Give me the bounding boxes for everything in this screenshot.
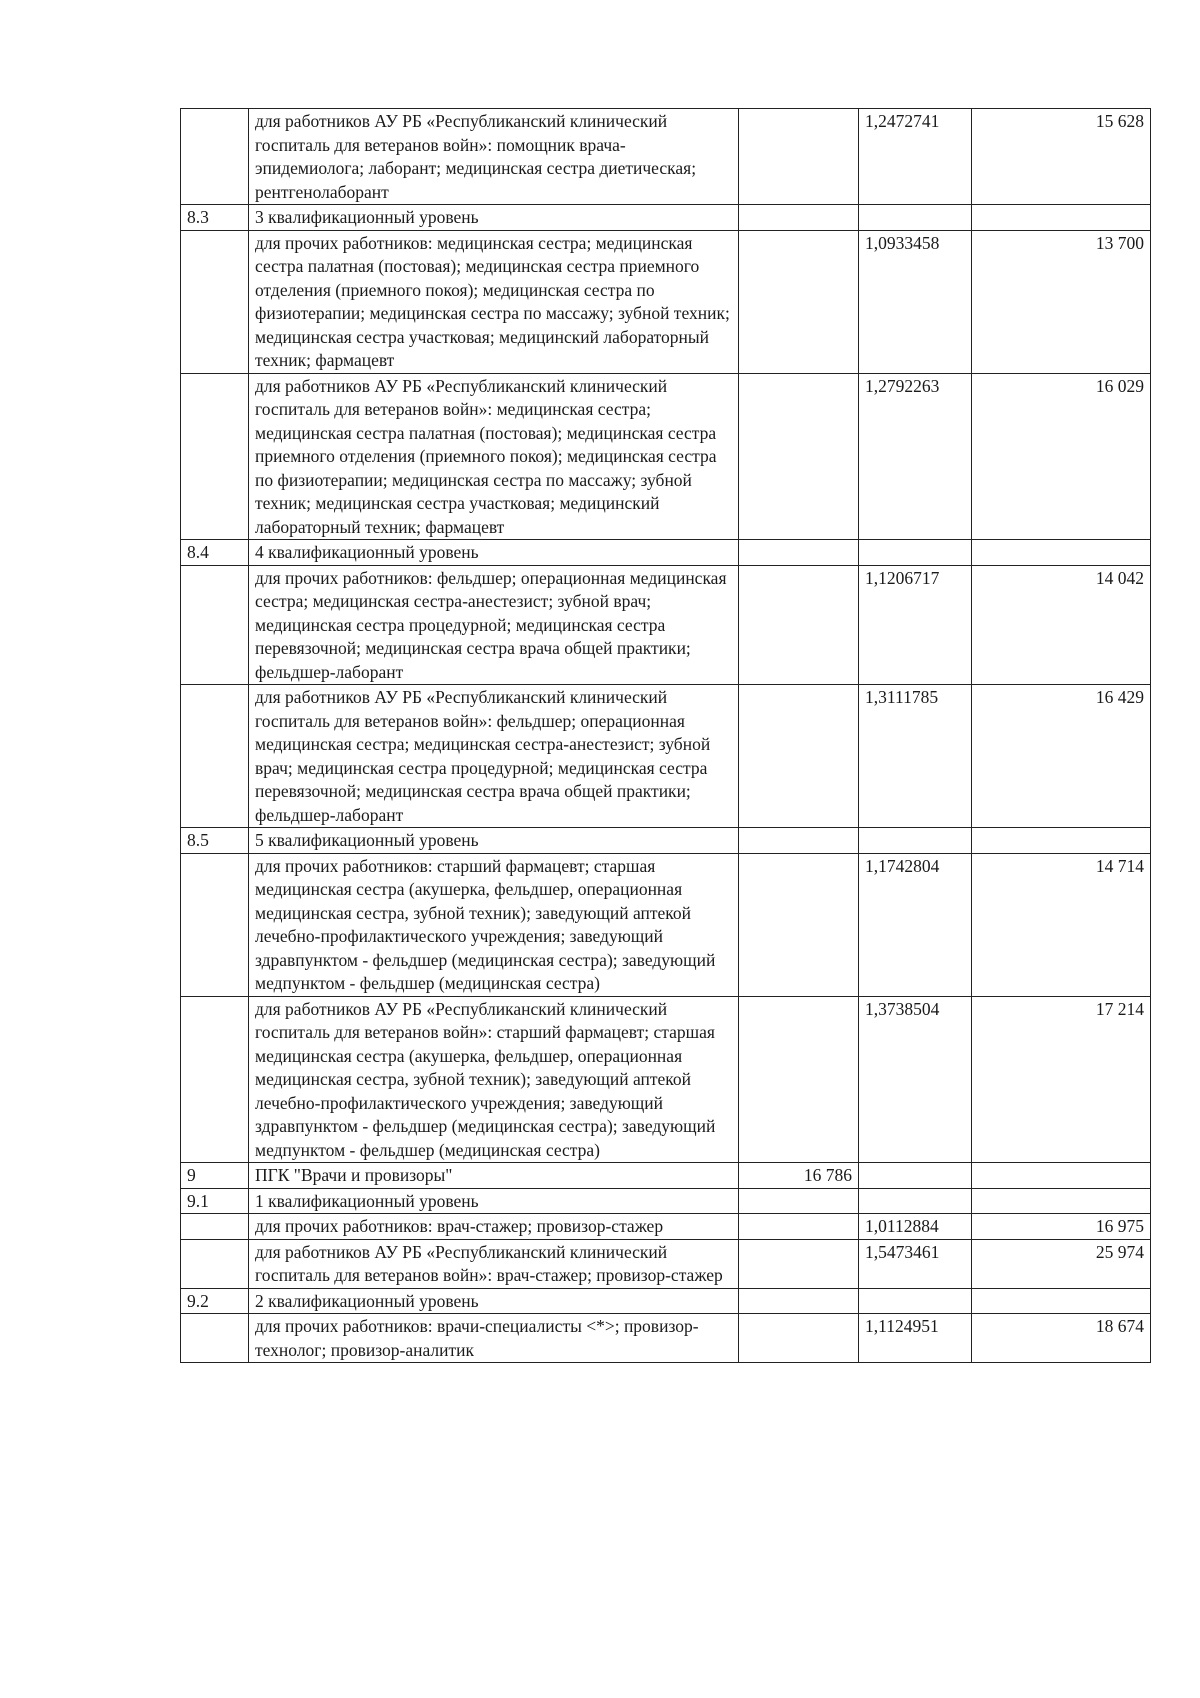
row-base-salary [739, 1239, 859, 1288]
row-salary [972, 1163, 1151, 1189]
row-number [181, 109, 249, 205]
row-base-salary [739, 540, 859, 566]
table-row [181, 996, 1151, 1163]
row-description: для работников АУ РБ «Республиканский клинический госпиталь для ветеранов войн»: врач-стажер; провизор-стажер [249, 1239, 739, 1288]
row-salary: 15 628 [972, 109, 1151, 205]
row-base-salary [739, 1188, 859, 1214]
table-row [181, 1314, 1151, 1363]
row-coefficient [859, 1163, 972, 1189]
row-number [181, 1214, 249, 1240]
row-coefficient: 1,2792263 [859, 373, 972, 540]
row-number: 8.4 [181, 540, 249, 566]
row-salary: 16 975 [972, 1214, 1151, 1240]
row-description: для прочих работников: врачи-специалисты <*>; провизор-технолог; провизор-аналитик [249, 1314, 739, 1363]
row-coefficient [859, 205, 972, 231]
table-row [181, 540, 1151, 566]
row-coefficient [859, 1188, 972, 1214]
row-salary [972, 1188, 1151, 1214]
table-row [181, 373, 1151, 540]
row-description: для работников АУ РБ «Республиканский клинический госпиталь для ветеранов войн»: медицинская сестра; медицинская сестра палатная (постовая); медицинская сестра приемного отделения (приемного покоя); медицинская сестра по физиотерапии; медицинская сестра по массажу; зубной техник; медицинская сестра участковая; медицинский лабораторный техник; фармацевт [249, 373, 739, 540]
row-description: 3 квалификационный уровень [249, 205, 739, 231]
row-coefficient: 1,1206717 [859, 565, 972, 685]
row-coefficient: 1,1124951 [859, 1314, 972, 1363]
row-number: 8.3 [181, 205, 249, 231]
row-base-salary [739, 109, 859, 205]
row-salary: 14 042 [972, 565, 1151, 685]
row-description: ПГК "Врачи и провизоры" [249, 1163, 739, 1189]
table-row [181, 230, 1151, 373]
row-description: для работников АУ РБ «Республиканский клинический госпиталь для ветеранов войн»: старший фармацевт; старшая медицинская сестра (акушерка, фельдшер, операционная медицинская сестра, зубной техник); заведующий аптекой лечебно-профилактического учреждения; заведующий здравпунктом - фельдшер (медицинская сестра); заведующий медпунктом - фельдшер (медицинская сестра) [249, 996, 739, 1163]
row-base-salary [739, 230, 859, 373]
table-row [181, 1239, 1151, 1288]
row-number: 8.5 [181, 828, 249, 854]
table-row [181, 685, 1151, 828]
row-salary: 17 214 [972, 996, 1151, 1163]
row-base-salary [739, 1314, 859, 1363]
row-number [181, 1314, 249, 1363]
row-base-salary [739, 996, 859, 1163]
row-coefficient: 1,0112884 [859, 1214, 972, 1240]
row-description: для прочих работников: фельдшер; операционная медицинская сестра; медицинская сестра-анестезист; зубной врач; медицинская сестра процедурной; медицинская сестра перевязочной; медицинская сестра врача общей практики; фельдшер-лаборант [249, 565, 739, 685]
row-salary: 18 674 [972, 1314, 1151, 1363]
row-coefficient [859, 1288, 972, 1314]
row-description: для работников АУ РБ «Республиканский клинический госпиталь для ветеранов войн»: фельдшер; операционная медицинская сестра; медицинская сестра-анестезист; зубной врач; медицинская сестра процедурной; медицинская сестра перевязочной; медицинская сестра врача общей практики; фельдшер-лаборант [249, 685, 739, 828]
row-base-salary: 16 786 [739, 1163, 859, 1189]
row-number: 9 [181, 1163, 249, 1189]
row-number [181, 853, 249, 996]
row-base-salary [739, 205, 859, 231]
row-number: 9.2 [181, 1288, 249, 1314]
row-description: 1 квалификационный уровень [249, 1188, 739, 1214]
row-salary [972, 540, 1151, 566]
row-number [181, 685, 249, 828]
row-description: для работников АУ РБ «Республиканский клинический госпиталь для ветеранов войн»: помощник врача-эпидемиолога; лаборант; медицинская сестра диетическая; рентгенолаборант [249, 109, 739, 205]
row-salary [972, 1288, 1151, 1314]
row-base-salary [739, 565, 859, 685]
table-row [181, 853, 1151, 996]
row-base-salary [739, 685, 859, 828]
row-base-salary [739, 1288, 859, 1314]
row-coefficient [859, 828, 972, 854]
row-base-salary [739, 373, 859, 540]
row-coefficient: 1,5473461 [859, 1239, 972, 1288]
row-number [181, 996, 249, 1163]
table-row [181, 1163, 1151, 1189]
row-number [181, 1239, 249, 1288]
row-base-salary [739, 828, 859, 854]
table-row [181, 565, 1151, 685]
row-base-salary [739, 853, 859, 996]
row-description: 2 квалификационный уровень [249, 1288, 739, 1314]
row-description: для прочих работников: врач-стажер; провизор-стажер [249, 1214, 739, 1240]
table-row [181, 109, 1151, 205]
row-salary [972, 828, 1151, 854]
row-coefficient: 1,3111785 [859, 685, 972, 828]
row-description: для прочих работников: медицинская сестра; медицинская сестра палатная (постовая); медицинская сестра приемного отделения (приемного покоя); медицинская сестра по физиотерапии; медицинская сестра по массажу; зубной техник; медицинская сестра участковая; медицинский лабораторный техник; фармацевт [249, 230, 739, 373]
row-coefficient: 1,0933458 [859, 230, 972, 373]
salary-table [180, 108, 1151, 1363]
row-coefficient: 1,3738504 [859, 996, 972, 1163]
row-description: для прочих работников: старший фармацевт; старшая медицинская сестра (акушерка, фельдшер, операционная медицинская сестра, зубной техник); заведующий аптекой лечебно-профилактического учреждения; заведующий здравпунктом - фельдшер (медицинская сестра); заведующий медпунктом - фельдшер (медицинская сестра) [249, 853, 739, 996]
row-description: 4 квалификационный уровень [249, 540, 739, 566]
table-row [181, 1288, 1151, 1314]
row-base-salary [739, 1214, 859, 1240]
row-salary: 16 429 [972, 685, 1151, 828]
table-row [181, 1214, 1151, 1240]
row-number [181, 565, 249, 685]
table-row [181, 205, 1151, 231]
table-row [181, 828, 1151, 854]
row-salary: 16 029 [972, 373, 1151, 540]
row-salary: 25 974 [972, 1239, 1151, 1288]
row-salary: 13 700 [972, 230, 1151, 373]
row-number [181, 230, 249, 373]
table-row [181, 1188, 1151, 1214]
row-salary [972, 205, 1151, 231]
row-description: 5 квалификационный уровень [249, 828, 739, 854]
row-salary: 14 714 [972, 853, 1151, 996]
row-number: 9.1 [181, 1188, 249, 1214]
row-coefficient: 1,1742804 [859, 853, 972, 996]
row-coefficient: 1,2472741 [859, 109, 972, 205]
row-number [181, 373, 249, 540]
row-coefficient [859, 540, 972, 566]
